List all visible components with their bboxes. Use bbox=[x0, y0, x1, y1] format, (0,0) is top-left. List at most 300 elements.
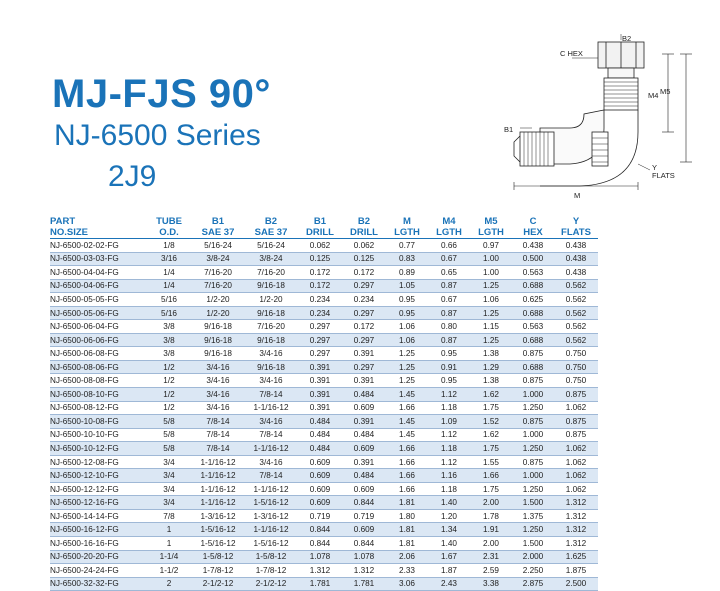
table-cell: NJ-6500-05-05-FG bbox=[50, 293, 146, 307]
table-cell: 0.875 bbox=[512, 455, 554, 469]
table-cell: 0.297 bbox=[298, 320, 342, 334]
table-cell: 3/4 bbox=[146, 455, 192, 469]
table-cell: 0.391 bbox=[298, 401, 342, 415]
column-header-line: M4 bbox=[442, 216, 456, 227]
table-cell: 1-3/16-12 bbox=[244, 509, 298, 523]
table-cell: 0.297 bbox=[298, 333, 342, 347]
table-cell: 7/8-14 bbox=[192, 415, 244, 429]
table-cell: 1.062 bbox=[554, 442, 598, 456]
table-row bbox=[50, 496, 598, 510]
table-cell: 0.609 bbox=[298, 469, 342, 483]
b1-label: B1 bbox=[504, 125, 514, 134]
table-cell: 5/16 bbox=[146, 306, 192, 320]
column-header-line: O.D. bbox=[159, 227, 179, 238]
table-cell: 0.500 bbox=[512, 252, 554, 266]
table-cell: 0.66 bbox=[428, 239, 470, 253]
b2-label: B2 bbox=[622, 34, 632, 43]
table-cell: 1.25 bbox=[386, 374, 428, 388]
table-cell: 1-5/8-12 bbox=[192, 550, 244, 564]
table-cell: 1.500 bbox=[512, 496, 554, 510]
table-cell: 0.875 bbox=[554, 388, 598, 402]
table-cell: 0.297 bbox=[342, 333, 386, 347]
column-header bbox=[386, 214, 428, 239]
table-cell: 1.312 bbox=[554, 523, 598, 537]
table-cell: NJ-6500-16-12-FG bbox=[50, 523, 146, 537]
table-cell: 1.66 bbox=[386, 401, 428, 415]
table-cell: 1-7/8-12 bbox=[244, 564, 298, 578]
table-row bbox=[50, 469, 598, 483]
table-cell: 1.781 bbox=[342, 577, 386, 591]
table-cell: 1.12 bbox=[428, 388, 470, 402]
table-cell: 1.05 bbox=[386, 279, 428, 293]
table-row bbox=[50, 252, 598, 266]
table-cell: 3/4-16 bbox=[244, 374, 298, 388]
table-cell: 0.91 bbox=[428, 360, 470, 374]
table-row bbox=[50, 428, 598, 442]
table-cell: 0.297 bbox=[342, 306, 386, 320]
table-cell: 1/2-20 bbox=[192, 306, 244, 320]
table-cell: 3/4-16 bbox=[192, 388, 244, 402]
table-cell: 1.81 bbox=[386, 523, 428, 537]
table-cell: 0.234 bbox=[298, 293, 342, 307]
table-cell: 1.078 bbox=[298, 550, 342, 564]
table-cell: NJ-6500-16-16-FG bbox=[50, 537, 146, 551]
table-cell: 2.000 bbox=[512, 550, 554, 564]
table-cell: 3/4 bbox=[146, 482, 192, 496]
table-cell: 1-5/16-12 bbox=[244, 537, 298, 551]
table-cell: 3/4-16 bbox=[192, 360, 244, 374]
table-cell: 1.312 bbox=[298, 564, 342, 578]
table-cell: 7/8 bbox=[146, 509, 192, 523]
table-cell: 0.062 bbox=[342, 239, 386, 253]
table-cell: 1-3/16-12 bbox=[192, 509, 244, 523]
table-cell: 0.750 bbox=[554, 374, 598, 388]
table-cell: 1.12 bbox=[428, 428, 470, 442]
column-header-line: DRILL bbox=[306, 227, 334, 238]
table-cell: 1.25 bbox=[470, 279, 512, 293]
table-cell: 1.66 bbox=[386, 482, 428, 496]
table-cell: 0.609 bbox=[342, 401, 386, 415]
column-header-line: B2 bbox=[264, 216, 278, 227]
table-cell: 1.312 bbox=[342, 564, 386, 578]
table-cell: 3/4-16 bbox=[244, 415, 298, 429]
table-cell: 1.312 bbox=[554, 537, 598, 551]
table-cell: 1.52 bbox=[470, 415, 512, 429]
table-cell: NJ-6500-04-04-FG bbox=[50, 266, 146, 280]
table-cell: 0.438 bbox=[554, 239, 598, 253]
table-cell: 0.234 bbox=[342, 293, 386, 307]
table-cell: 1.75 bbox=[470, 442, 512, 456]
table-cell: 0.97 bbox=[470, 239, 512, 253]
table-row bbox=[50, 266, 598, 280]
table-cell: 0.391 bbox=[342, 374, 386, 388]
table-cell: 0.719 bbox=[298, 509, 342, 523]
column-header-line: DRILL bbox=[350, 227, 378, 238]
table-cell: 0.234 bbox=[298, 306, 342, 320]
table-cell: 1.66 bbox=[386, 469, 428, 483]
table-cell: 0.484 bbox=[298, 428, 342, 442]
table-cell: 1.25 bbox=[386, 347, 428, 361]
table-cell: 0.750 bbox=[554, 347, 598, 361]
m5-label: M5 bbox=[660, 87, 671, 96]
table-cell: 3/8 bbox=[146, 333, 192, 347]
table-cell: 1-1/4 bbox=[146, 550, 192, 564]
table-cell: 0.438 bbox=[554, 266, 598, 280]
table-cell: 2.43 bbox=[428, 577, 470, 591]
column-header bbox=[554, 214, 598, 239]
table-cell: 3.38 bbox=[470, 577, 512, 591]
table-cell: 1.062 bbox=[554, 455, 598, 469]
table-cell: 0.688 bbox=[512, 333, 554, 347]
table-cell: 0.125 bbox=[342, 252, 386, 266]
column-header bbox=[146, 214, 192, 239]
table-cell: 1/2-20 bbox=[244, 293, 298, 307]
table-cell: 0.172 bbox=[298, 266, 342, 280]
table-cell: 1.25 bbox=[470, 306, 512, 320]
table-cell: 0.67 bbox=[428, 252, 470, 266]
column-header-line: NO.SIZE bbox=[50, 227, 89, 238]
table-cell: 1.29 bbox=[470, 360, 512, 374]
table-cell: 0.562 bbox=[554, 293, 598, 307]
column-header-line: SAE 37 bbox=[254, 227, 288, 238]
column-header-line: HEX bbox=[523, 227, 543, 238]
table-cell: NJ-6500-24-24-FG bbox=[50, 564, 146, 578]
table-cell: 1-1/16-12 bbox=[244, 401, 298, 415]
table-cell: 0.875 bbox=[512, 347, 554, 361]
table-cell: 1-1/16-12 bbox=[244, 442, 298, 456]
table-cell: 1.06 bbox=[470, 293, 512, 307]
column-header bbox=[470, 214, 512, 239]
table-cell: 1.06 bbox=[386, 320, 428, 334]
table-cell: 0.562 bbox=[554, 320, 598, 334]
table-cell: 7/8-14 bbox=[244, 388, 298, 402]
table-cell: 0.750 bbox=[554, 360, 598, 374]
table-cell: 1.000 bbox=[512, 469, 554, 483]
table-cell: 1.250 bbox=[512, 401, 554, 415]
table-cell: 0.65 bbox=[428, 266, 470, 280]
table-cell: 1.62 bbox=[470, 388, 512, 402]
table-cell: 0.77 bbox=[386, 239, 428, 253]
table-cell: 0.484 bbox=[342, 388, 386, 402]
table-cell: 0.609 bbox=[342, 442, 386, 456]
table-cell: 1.12 bbox=[428, 455, 470, 469]
c-hex-label: C HEX bbox=[560, 49, 583, 58]
table-cell: 0.172 bbox=[342, 320, 386, 334]
table-cell: 2.06 bbox=[386, 550, 428, 564]
table-row bbox=[50, 523, 598, 537]
table-row bbox=[50, 388, 598, 402]
table-cell: 0.875 bbox=[512, 374, 554, 388]
table-cell: 1.34 bbox=[428, 523, 470, 537]
table-cell: NJ-6500-04-06-FG bbox=[50, 279, 146, 293]
table-cell: 1.06 bbox=[386, 333, 428, 347]
table-cell: 0.391 bbox=[298, 360, 342, 374]
table-cell: 1.781 bbox=[298, 577, 342, 591]
table-cell: 1/2 bbox=[146, 388, 192, 402]
table-cell: 1.062 bbox=[554, 469, 598, 483]
table-cell: 0.875 bbox=[554, 415, 598, 429]
table-cell: 1.250 bbox=[512, 442, 554, 456]
table-cell: 1.18 bbox=[428, 442, 470, 456]
column-header bbox=[244, 214, 298, 239]
table-cell: 2-1/2-12 bbox=[244, 577, 298, 591]
table-cell: 7/16-20 bbox=[192, 266, 244, 280]
table-cell: 0.688 bbox=[512, 360, 554, 374]
table-cell: NJ-6500-08-10-FG bbox=[50, 388, 146, 402]
table-cell: 0.87 bbox=[428, 279, 470, 293]
table-cell: 1.20 bbox=[428, 509, 470, 523]
table-cell: 2.59 bbox=[470, 564, 512, 578]
table-cell: 1.00 bbox=[470, 266, 512, 280]
table-row bbox=[50, 306, 598, 320]
table-cell: 0.83 bbox=[386, 252, 428, 266]
table-cell: 7/8-14 bbox=[192, 428, 244, 442]
table-row bbox=[50, 360, 598, 374]
table-cell: 0.562 bbox=[554, 306, 598, 320]
table-cell: 1/2 bbox=[146, 374, 192, 388]
table-cell: 1/4 bbox=[146, 279, 192, 293]
table-row bbox=[50, 537, 598, 551]
table-cell: 3/16 bbox=[146, 252, 192, 266]
table-cell: 3/8-24 bbox=[244, 252, 298, 266]
column-header-line: C bbox=[529, 216, 537, 227]
table-cell: 0.563 bbox=[512, 320, 554, 334]
table-cell: 0.391 bbox=[342, 347, 386, 361]
table-cell: 0.609 bbox=[342, 523, 386, 537]
table-cell: 3/4-16 bbox=[244, 347, 298, 361]
series-name: NJ-6500 Series bbox=[54, 119, 261, 152]
table-cell: 7/8-14 bbox=[244, 428, 298, 442]
table-cell: 7/8-14 bbox=[244, 469, 298, 483]
table-cell: 9/16-18 bbox=[192, 320, 244, 334]
table-cell: 1.66 bbox=[386, 442, 428, 456]
table-row bbox=[50, 482, 598, 496]
table-cell: 0.95 bbox=[428, 347, 470, 361]
table-row bbox=[50, 401, 598, 415]
column-header bbox=[428, 214, 470, 239]
table-cell: 0.609 bbox=[298, 482, 342, 496]
flats-label: FLATS bbox=[652, 171, 675, 180]
dimensions-table bbox=[50, 214, 598, 591]
table-cell: 2.500 bbox=[554, 577, 598, 591]
table-cell: 3.06 bbox=[386, 577, 428, 591]
table-cell: 1-5/16-12 bbox=[192, 523, 244, 537]
table-cell: NJ-6500-08-12-FG bbox=[50, 401, 146, 415]
table-cell: 2.00 bbox=[470, 537, 512, 551]
table-cell: 0.89 bbox=[386, 266, 428, 280]
table-cell: 0.844 bbox=[298, 523, 342, 537]
table-cell: NJ-6500-12-10-FG bbox=[50, 469, 146, 483]
table-cell: 1.81 bbox=[386, 496, 428, 510]
table-cell: 0.172 bbox=[342, 266, 386, 280]
table-cell: 1/8 bbox=[146, 239, 192, 253]
y-label: Y bbox=[652, 163, 658, 172]
table-cell: 0.297 bbox=[342, 360, 386, 374]
table-cell: 1.18 bbox=[428, 401, 470, 415]
column-header-line: B2 bbox=[357, 216, 371, 227]
table-cell: 0.484 bbox=[298, 442, 342, 456]
table-cell: 1-1/16-12 bbox=[244, 523, 298, 537]
table-cell: 1/2 bbox=[146, 360, 192, 374]
table-cell: 1-1/16-12 bbox=[192, 469, 244, 483]
table-cell: 1-5/16-12 bbox=[244, 496, 298, 510]
table-cell: 1.66 bbox=[386, 455, 428, 469]
table-cell: 9/16-18 bbox=[244, 360, 298, 374]
column-header-line: FLATS bbox=[561, 227, 591, 238]
table-cell: 2.33 bbox=[386, 564, 428, 578]
table-cell: 9/16-18 bbox=[244, 279, 298, 293]
table-cell: NJ-6500-06-06-FG bbox=[50, 333, 146, 347]
table-cell: 7/16-20 bbox=[192, 279, 244, 293]
table-cell: 1.250 bbox=[512, 482, 554, 496]
table-cell: NJ-6500-32-32-FG bbox=[50, 577, 146, 591]
table-cell: 1.312 bbox=[554, 509, 598, 523]
table-cell: 5/8 bbox=[146, 415, 192, 429]
table-cell: 1 bbox=[146, 537, 192, 551]
column-header-line: B1 bbox=[211, 216, 225, 227]
column-header bbox=[50, 214, 146, 239]
table-row bbox=[50, 455, 598, 469]
table-cell: NJ-6500-20-20-FG bbox=[50, 550, 146, 564]
table-cell: 0.609 bbox=[298, 496, 342, 510]
table-cell: 0.875 bbox=[512, 415, 554, 429]
table-cell: 1.91 bbox=[470, 523, 512, 537]
m-label: M bbox=[574, 191, 581, 200]
table-cell: 1.87 bbox=[428, 564, 470, 578]
table-cell: NJ-6500-12-08-FG bbox=[50, 455, 146, 469]
table-cell: 1.18 bbox=[428, 482, 470, 496]
table-cell: 1.875 bbox=[554, 564, 598, 578]
table-cell: 1.75 bbox=[470, 482, 512, 496]
table-row bbox=[50, 279, 598, 293]
table-cell: 1.078 bbox=[342, 550, 386, 564]
table-cell: 0.391 bbox=[342, 415, 386, 429]
table-cell: 1.25 bbox=[470, 333, 512, 347]
table-cell: 0.844 bbox=[298, 537, 342, 551]
table-cell: 0.125 bbox=[298, 252, 342, 266]
table-header-row bbox=[50, 214, 598, 239]
table-cell: 3/4-16 bbox=[244, 455, 298, 469]
table-cell: 1.45 bbox=[386, 415, 428, 429]
table-cell: 0.609 bbox=[342, 482, 386, 496]
table-row bbox=[50, 374, 598, 388]
table-cell: 5/16-24 bbox=[244, 239, 298, 253]
table-cell: 0.562 bbox=[554, 333, 598, 347]
table-cell: 2.00 bbox=[470, 496, 512, 510]
table-cell: 1.625 bbox=[554, 550, 598, 564]
table-cell: 1.09 bbox=[428, 415, 470, 429]
m4-label: M4 bbox=[648, 91, 659, 100]
table-cell: 2.875 bbox=[512, 577, 554, 591]
table-cell: NJ-6500-12-16-FG bbox=[50, 496, 146, 510]
table-cell: 3/8 bbox=[146, 347, 192, 361]
table-cell: 3/4 bbox=[146, 469, 192, 483]
column-header-line: M5 bbox=[484, 216, 498, 227]
table-cell: 3/8-24 bbox=[192, 252, 244, 266]
table-cell: 1/2-20 bbox=[192, 293, 244, 307]
table-cell: 1.45 bbox=[386, 428, 428, 442]
table-cell: 0.062 bbox=[298, 239, 342, 253]
table-cell: 0.95 bbox=[386, 293, 428, 307]
table-cell: NJ-6500-12-12-FG bbox=[50, 482, 146, 496]
table-cell: 1.40 bbox=[428, 496, 470, 510]
table-cell: NJ-6500-10-10-FG bbox=[50, 428, 146, 442]
table-row bbox=[50, 239, 598, 253]
table-cell: 0.484 bbox=[298, 415, 342, 429]
table-cell: 1.375 bbox=[512, 509, 554, 523]
table-cell: NJ-6500-03-03-FG bbox=[50, 252, 146, 266]
table-cell: 7/16-20 bbox=[244, 320, 298, 334]
table-cell: 1.000 bbox=[512, 428, 554, 442]
table-cell: NJ-6500-14-14-FG bbox=[50, 509, 146, 523]
table-cell: 1.55 bbox=[470, 455, 512, 469]
table-row bbox=[50, 415, 598, 429]
table-cell: 1.62 bbox=[470, 428, 512, 442]
table-cell: 9/16-18 bbox=[192, 333, 244, 347]
table-cell: 3/4-16 bbox=[192, 401, 244, 415]
column-header bbox=[192, 214, 244, 239]
table-cell: 1-5/16-12 bbox=[192, 537, 244, 551]
table-cell: 9/16-18 bbox=[192, 347, 244, 361]
table-cell: 1.062 bbox=[554, 401, 598, 415]
column-header-line: LGTH bbox=[436, 227, 462, 238]
table-cell: 1-5/8-12 bbox=[244, 550, 298, 564]
table-row bbox=[50, 333, 598, 347]
table-cell: 0.172 bbox=[298, 279, 342, 293]
column-header-line: SAE 37 bbox=[201, 227, 235, 238]
table-row bbox=[50, 577, 598, 591]
fitting-diagram bbox=[500, 32, 710, 207]
table-cell: 0.688 bbox=[512, 306, 554, 320]
table-cell: NJ-6500-05-06-FG bbox=[50, 306, 146, 320]
table-cell: 0.95 bbox=[428, 374, 470, 388]
table-cell: NJ-6500-08-08-FG bbox=[50, 374, 146, 388]
column-header-line: PART bbox=[50, 216, 76, 227]
table-cell: 0.563 bbox=[512, 266, 554, 280]
table-cell: 0.484 bbox=[342, 469, 386, 483]
table-row bbox=[50, 293, 598, 307]
table-cell: 9/16-18 bbox=[244, 333, 298, 347]
table-cell: 2.31 bbox=[470, 550, 512, 564]
table-cell: 1.15 bbox=[470, 320, 512, 334]
table-cell: 0.719 bbox=[342, 509, 386, 523]
table-cell: 1.40 bbox=[428, 537, 470, 551]
table-row bbox=[50, 509, 598, 523]
table-cell: 7/16-20 bbox=[244, 266, 298, 280]
table-cell: 1-1/16-12 bbox=[244, 482, 298, 496]
table-cell: 1.38 bbox=[470, 374, 512, 388]
table-cell: 3/4 bbox=[146, 496, 192, 510]
table-row bbox=[50, 320, 598, 334]
table-row bbox=[50, 442, 598, 456]
table-cell: 0.297 bbox=[342, 279, 386, 293]
column-header bbox=[512, 214, 554, 239]
table-cell: 1.250 bbox=[512, 523, 554, 537]
table-cell: 1.67 bbox=[428, 550, 470, 564]
table-cell: 3/8 bbox=[146, 320, 192, 334]
table-row bbox=[50, 550, 598, 564]
table-cell: 0.391 bbox=[298, 374, 342, 388]
column-header-line: Y bbox=[572, 216, 580, 227]
table-cell: 1.062 bbox=[554, 482, 598, 496]
series-code: 2J9 bbox=[108, 160, 157, 193]
table-cell: 1.25 bbox=[386, 360, 428, 374]
table-cell: 1-1/2 bbox=[146, 564, 192, 578]
column-header bbox=[342, 214, 386, 239]
table-cell: 0.67 bbox=[428, 293, 470, 307]
table-cell: 1.500 bbox=[512, 537, 554, 551]
table-cell: 1/2 bbox=[146, 401, 192, 415]
